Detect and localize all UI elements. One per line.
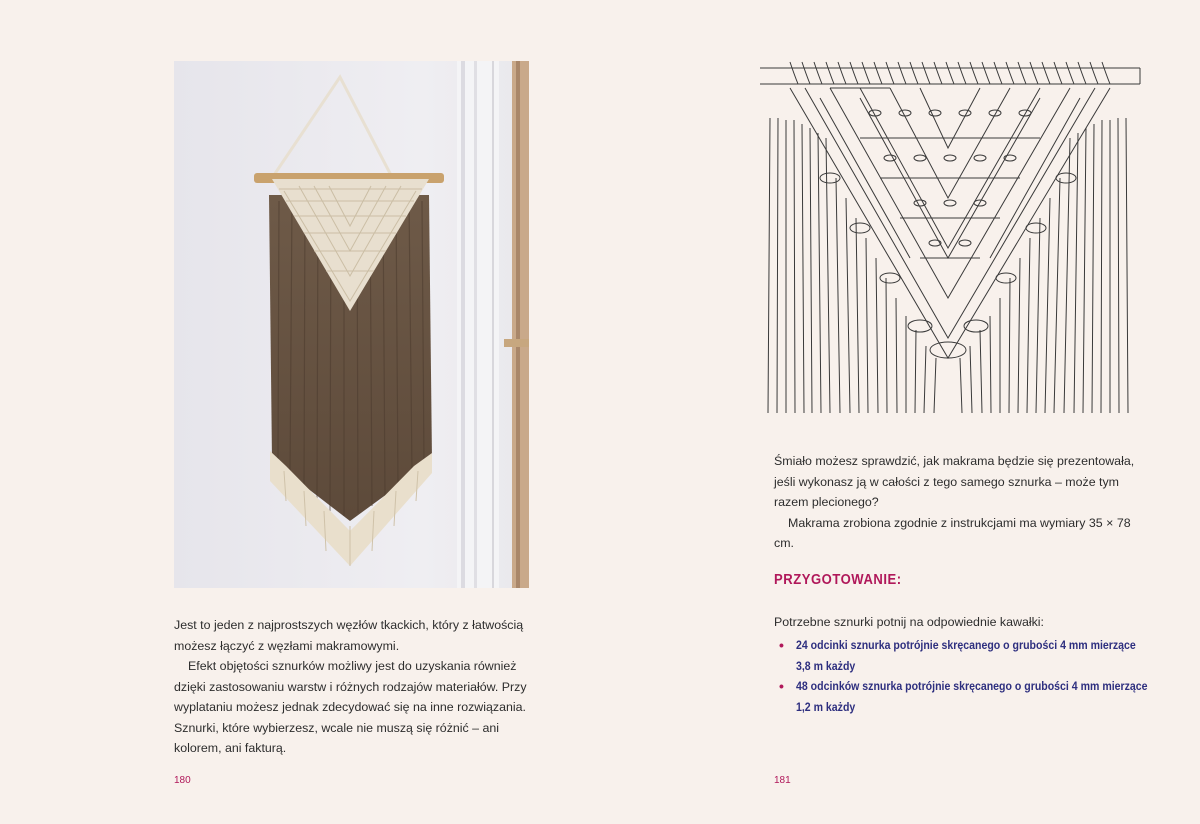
list-item-text: 24 odcinki sznurka potrójnie skręcanego o grubości 4 mm mierzące 3,8 m każdy <box>796 638 1136 673</box>
materials-intro: Potrzebne sznurki potnij na odpowiednie kawałki: <box>774 615 1044 629</box>
macrame-photo <box>174 61 529 588</box>
bullet-dot-icon: • <box>779 678 784 694</box>
left-body-text <box>174 615 534 759</box>
bullet-dot-icon: • <box>779 637 784 653</box>
right-paragraph-1: Śmiało możesz sprawdzić, jak makrama będzie się prezentowała, jeśli wykonasz ją w całości z tego samego sznurka – może tym razem plecionego? <box>774 454 1135 509</box>
materials-list <box>774 635 1154 717</box>
left-paragraph-2: Efekt objętości sznurków możliwy jest do uzyskania również dzięki zastosowaniu warstw i różnych rodzajów materiałów. Przy wyplataniu możesz jednak zdecydować się na inne rozwiązania. Sznurki, które wybierzesz, wcale nie muszą się różnić – ani kolorem, ani fakturą. <box>174 659 527 755</box>
page-number-left: 180 <box>174 775 191 786</box>
list-item <box>774 676 1154 717</box>
section-title: PRZYGOTOWANIE: <box>774 572 902 588</box>
list-item <box>774 635 1154 676</box>
page-number-right: 181 <box>774 775 791 786</box>
left-paragraph-1: Jest to jeden z najprostszych węzłów tkackich, który z łatwością możesz łączyć z węzłami makramowymi. <box>174 618 524 653</box>
right-page <box>600 0 1200 824</box>
right-paragraph-2: Makrama zrobiona zgodnie z instrukcjami ma wymiary 35 × 78 cm. <box>774 515 1131 550</box>
right-body-text <box>774 451 1136 554</box>
macrame-line-drawing <box>760 58 1150 423</box>
list-item-text: 48 odcinków sznurka potrójnie skręcanego o grubości 4 mm mierzące 1,2 m każdy <box>796 679 1148 714</box>
